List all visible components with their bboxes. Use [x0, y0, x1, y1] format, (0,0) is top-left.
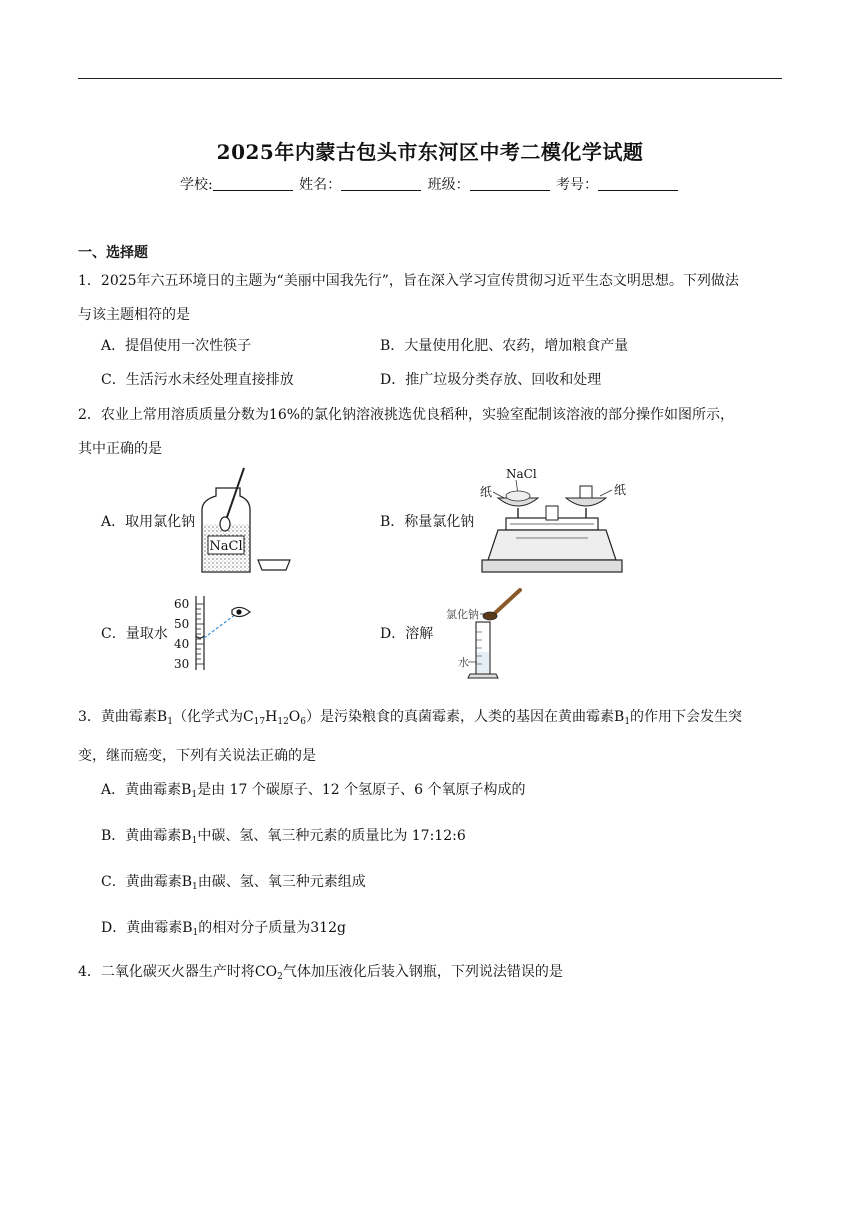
balance-base — [488, 530, 616, 560]
school-blank — [213, 176, 293, 191]
page-title: 2025年内蒙古包头市东河区中考二模化学试题 — [216, 140, 644, 164]
sight-line — [204, 614, 236, 638]
question-2-line-1: 2．农业上常用溶质质量分数为16%的氯化钠溶液挑选优良稻种，实验室配制该溶液的部分操作如图所示， — [78, 407, 735, 423]
q3-formula-b1-symbol: B — [156, 709, 168, 725]
question-1-stem — [78, 264, 784, 332]
scale-tick-40: 40 — [174, 637, 190, 651]
balance-paper-left-label: 纸 — [480, 485, 493, 499]
q3-b-b1-sub: 1 — [191, 836, 198, 846]
balance-paper-right-label: 纸 — [614, 483, 627, 497]
question-3-line-2: 变，继而癌变，下列有关说法正确的是 — [78, 748, 316, 764]
water-meniscus — [196, 636, 204, 638]
q3-d-b1: B — [182, 920, 193, 936]
q4-co2: CO — [254, 964, 278, 980]
q4-co2-sub: 2 — [277, 972, 283, 982]
q3-a-pre: A．黄曲霉素 — [101, 782, 182, 798]
balance-weight — [580, 486, 592, 498]
question-1-option-d: D．推广垃圾分类存放、回收和处理 — [380, 372, 602, 388]
q3-a-b1-sub: 1 — [191, 790, 198, 800]
question-2-option-d: D．溶解 — [380, 626, 434, 642]
q3-a-b1: B — [181, 782, 192, 798]
scale-tick-60: 60 — [174, 597, 190, 611]
class-label: 班级： — [427, 177, 470, 193]
q3-formula-c: C — [242, 709, 254, 725]
q3-b-pre: B．黄曲霉素 — [101, 828, 182, 844]
question-2-option-a: A．取用氯化钠 — [101, 514, 196, 530]
q3-b-post: 中碳、氢、氧三种元素的质量比为 17:12:6 — [197, 828, 466, 844]
q3-formula-o: O — [288, 709, 301, 725]
figure-weigh-nacl — [476, 466, 634, 578]
q3-c-post: 由碳、氢、氧三种元素组成 — [197, 874, 366, 890]
question-1-option-b: B．大量使用化肥、农药，增加粮食产量 — [380, 338, 629, 354]
question-2-stem — [78, 398, 784, 466]
q3-formula-b1-sub: 1 — [167, 717, 173, 727]
name-label: 姓名： — [299, 177, 342, 193]
question-3-option-d — [101, 918, 346, 943]
q3-formula-b1-symbol-2: B — [614, 709, 625, 725]
question-2-option-c: C．量取水 — [101, 626, 168, 642]
balance-nacl-label: NaCl — [506, 467, 537, 481]
q4-post: 气体加压液化后装入钢瓶，下列说法错误的是 — [282, 964, 563, 980]
question-1-line-2: 与该主题相符的是 — [78, 307, 190, 323]
scale-tick-30: 30 — [174, 657, 190, 671]
q4-pre: 4．二氧化碳灭火器生产时将 — [78, 964, 255, 980]
q3-b-b1: B — [181, 828, 192, 844]
question-3-option-c — [101, 872, 366, 897]
question-1-option-c: C．生活污水未经处理直接排放 — [101, 372, 294, 388]
header-rule — [78, 78, 782, 79]
q3-text-2: （化学式为 — [172, 709, 243, 725]
scale-tick-50: 50 — [174, 617, 190, 631]
figure-take-nacl — [196, 466, 304, 578]
q3-text-4: 的作用下会发生突 — [630, 709, 743, 725]
q3-d-pre: D．黄曲霉素 — [101, 920, 183, 936]
figure-measure-water — [168, 592, 256, 672]
exam-no-label: 考号： — [556, 177, 599, 193]
question-3-stem — [78, 700, 784, 773]
q3-text-3: ）是污染粮食的真菌霉素，人类的基因在黄曲霉素 — [306, 709, 615, 725]
school-label: 学校: — [179, 177, 213, 193]
dissolve-water-label: 水 — [458, 656, 469, 669]
balance-right-pan — [566, 498, 606, 506]
eye-icon — [232, 607, 250, 616]
name-blank — [341, 176, 421, 191]
q3-c-b1: B — [181, 874, 193, 890]
q3-a-post: 是由 17 个碳原子、12 个氢原子、6 个氧原子构成的 — [197, 782, 526, 798]
question-4-stem — [78, 962, 563, 987]
q3-text-1: 3．黄曲霉素 — [78, 709, 157, 725]
q3-formula-c-sub: 17 — [253, 717, 266, 727]
q3-c-pre: C．黄曲霉素 — [101, 874, 182, 890]
question-3-option-a — [101, 780, 526, 805]
question-3-line-1 — [78, 700, 784, 739]
student-info-line — [0, 174, 860, 194]
q3-d-b1-sub: 1 — [192, 928, 199, 938]
section-title: 一、选择题 — [78, 245, 148, 261]
question-1-line-1: 1．2025年六五环境日的主题为“美丽中国我先行”，旨在深入学习宣传贯彻习近平生态文明思想。下列做法 — [78, 273, 739, 289]
q3-d-post: 的相对分子质量为 — [198, 920, 311, 936]
question-1-option-a: A．提倡使用一次性筷子 — [101, 338, 252, 354]
q3-formula-h-sub: 12 — [277, 717, 289, 727]
class-blank — [470, 176, 550, 191]
spatula — [494, 590, 520, 614]
spoon-bowl — [220, 517, 230, 531]
question-3-option-b — [101, 826, 466, 851]
q3-formula-b1-sub-2: 1 — [624, 717, 631, 727]
q3-formula-o-sub: 6 — [300, 717, 307, 727]
q3-d-value: 312g — [310, 920, 346, 936]
bottle-stopper — [258, 560, 290, 570]
question-2-line-2: 其中正确的是 — [78, 441, 162, 457]
q3-c-b1-sub: 1 — [192, 882, 198, 892]
figure-dissolve — [446, 586, 536, 682]
question-2-option-b: B．称量氯化钠 — [380, 514, 475, 530]
exam-no-blank — [598, 176, 678, 191]
q3-formula-h: H — [265, 709, 278, 725]
bottle-label-text: NaCl — [209, 539, 243, 554]
dissolve-salt-label: 氯化钠 — [446, 608, 479, 621]
